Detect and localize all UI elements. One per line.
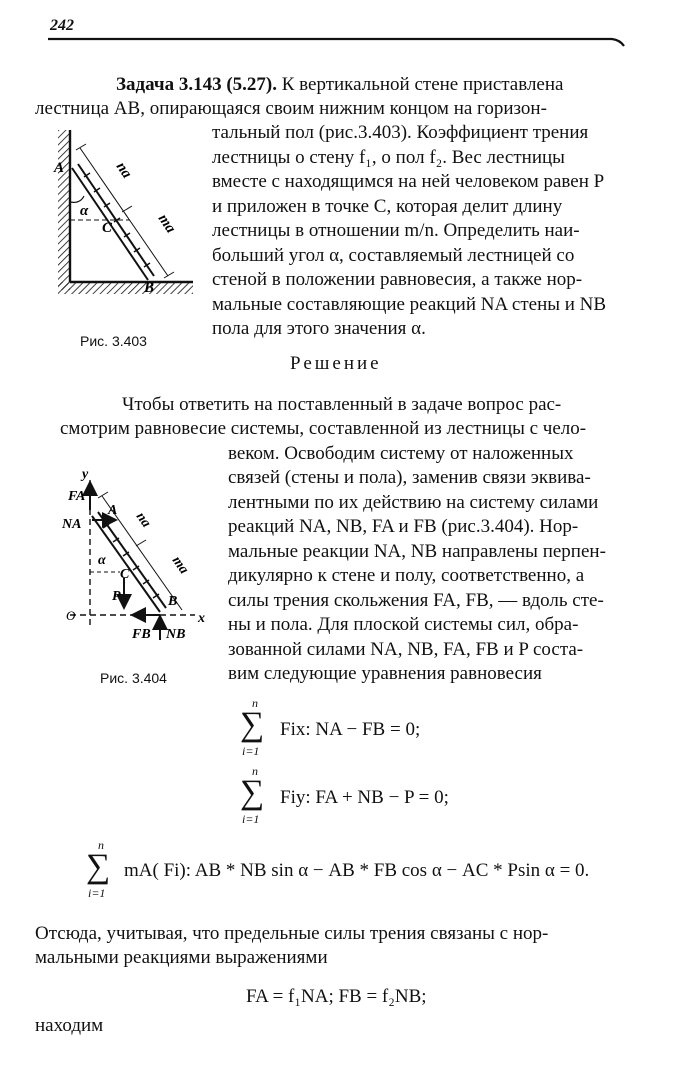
solution-line-2: смотрим равновесие системы, составленной из лестницы с чело- xyxy=(60,418,587,439)
label-b: B xyxy=(144,280,155,296)
label-c-404: C xyxy=(120,567,130,582)
problem-line-3: тальный пол (рис.3.403). Коэффициент трения xyxy=(212,122,589,143)
label-ma: ma xyxy=(154,211,179,237)
label-a-404: A xyxy=(108,503,118,518)
wall-hatch xyxy=(58,130,70,290)
label-p: P xyxy=(112,589,121,604)
problem-line-1: Задача 3.143 (5.27). К вертикальной стене приставлена xyxy=(116,74,564,95)
solution-line-12: вим следующие уравнения равновесия xyxy=(228,663,542,684)
label-na-dim: na xyxy=(132,509,154,531)
problem-line-5: вместе с находящимся на ней человеком равен P xyxy=(212,171,605,192)
problem-line-4: лестницы о стену f₁, о пол f₂. Вес лестницы xyxy=(212,147,565,168)
friction-formula: FA = f₁NA; FB = f₂NB; xyxy=(246,986,427,1007)
label-alpha-404: α xyxy=(98,553,106,568)
solution-line-11: зованной силами NA, NB, FA, FB и P соста- xyxy=(228,639,584,660)
solution-line-7: мальные реакции NA, NB направлены перпен- xyxy=(228,541,606,562)
label-na-404: NA xyxy=(62,517,82,532)
conclusion-line-2: мальными реакциями выражениями xyxy=(35,947,328,968)
floor-hatch xyxy=(58,282,193,294)
label-o: O xyxy=(66,608,76,623)
label-a: A xyxy=(54,160,65,176)
label-x: x xyxy=(198,611,205,626)
eq3-lower-limit: i=1 xyxy=(88,886,106,900)
label-y: y xyxy=(82,467,89,482)
label-fb: FB xyxy=(132,627,151,642)
problem-title: Задача 3.143 (5.27). xyxy=(116,74,277,95)
problem-line-7: лестницы в отношении m/n. Определить наи- xyxy=(212,220,580,241)
problem-line-9: стеной в положении равновесия, а также нор- xyxy=(212,269,583,290)
eq3-sigma: ∑ xyxy=(86,848,111,885)
problem-line-2: лестница AB, опирающаяся своим нижним концом на горизон- xyxy=(35,98,547,119)
eq1-upper-limit: n xyxy=(252,696,258,710)
caption-fig-3-404: Рис. 3.404 xyxy=(100,670,167,686)
figure-3-403 xyxy=(40,120,200,300)
eq3-upper-limit: n xyxy=(98,838,104,852)
equation-2: Fiy: FA + NB − P = 0; xyxy=(280,787,449,808)
label-ma-dim: ma xyxy=(168,553,192,577)
equation-1: Fix: NA − FB = 0; xyxy=(280,719,421,740)
page-number: 242 xyxy=(50,17,74,34)
ladder xyxy=(72,164,154,280)
solution-line-8: дикулярно к стене и полу, соответственно, а xyxy=(228,565,585,586)
solution-line-1: Чтобы ответить на поставленный в задаче вопрос рас- xyxy=(122,394,562,415)
problem-line-6: и приложен в точке C, которая делит длину xyxy=(212,196,563,217)
problem-line-8: больший угол α, составляемый лестницей со xyxy=(212,245,575,266)
figure-3-404 xyxy=(40,460,220,650)
solution-line-4: связей (стены и пола), заменив связи эквива- xyxy=(228,467,591,488)
header-rule xyxy=(0,0,680,60)
solution-line-5: лентными по их действию на систему силами xyxy=(228,492,599,513)
solution-line-3: веком. Освободим систему от наложенных xyxy=(228,443,574,464)
solution-line-6: реакций NA, NB, FA и FB (рис.3.404). Нор- xyxy=(228,516,579,537)
solution-line-10: ны и пола. Для плоской системы сил, обра- xyxy=(228,614,579,635)
eq2-lower-limit: i=1 xyxy=(242,812,260,826)
label-alpha: α xyxy=(80,203,89,219)
eq2-sigma: ∑ xyxy=(240,774,265,811)
alpha-arc xyxy=(70,196,84,202)
conclusion-line-1: Отсюда, учитывая, что предельные силы трения связаны с нор- xyxy=(35,923,549,944)
label-fa: FA xyxy=(68,489,86,504)
label-na: na xyxy=(112,159,135,182)
eq1-sigma: ∑ xyxy=(240,706,265,743)
eq2-upper-limit: n xyxy=(252,764,258,778)
conclusion-last: находим xyxy=(35,1015,104,1036)
problem-line-10: мальные составляющие реакций NA стены и NB xyxy=(212,294,607,315)
equation-3: mA( Fi): AB * NB sin α − AB * FB cos α − AC * Psin α = 0. xyxy=(124,860,590,881)
solution-heading: Решение xyxy=(290,353,382,374)
label-nb: NB xyxy=(166,627,186,642)
label-c: C xyxy=(102,220,113,236)
caption-fig-3-403: Рис. 3.403 xyxy=(80,333,147,349)
eq1-lower-limit: i=1 xyxy=(242,744,260,758)
label-b-404: B xyxy=(168,594,178,609)
solution-line-9: силы трения скольжения FA, FB, — вдоль сте- xyxy=(228,590,604,611)
problem-line-11: пола для этого значения α. xyxy=(212,318,426,339)
